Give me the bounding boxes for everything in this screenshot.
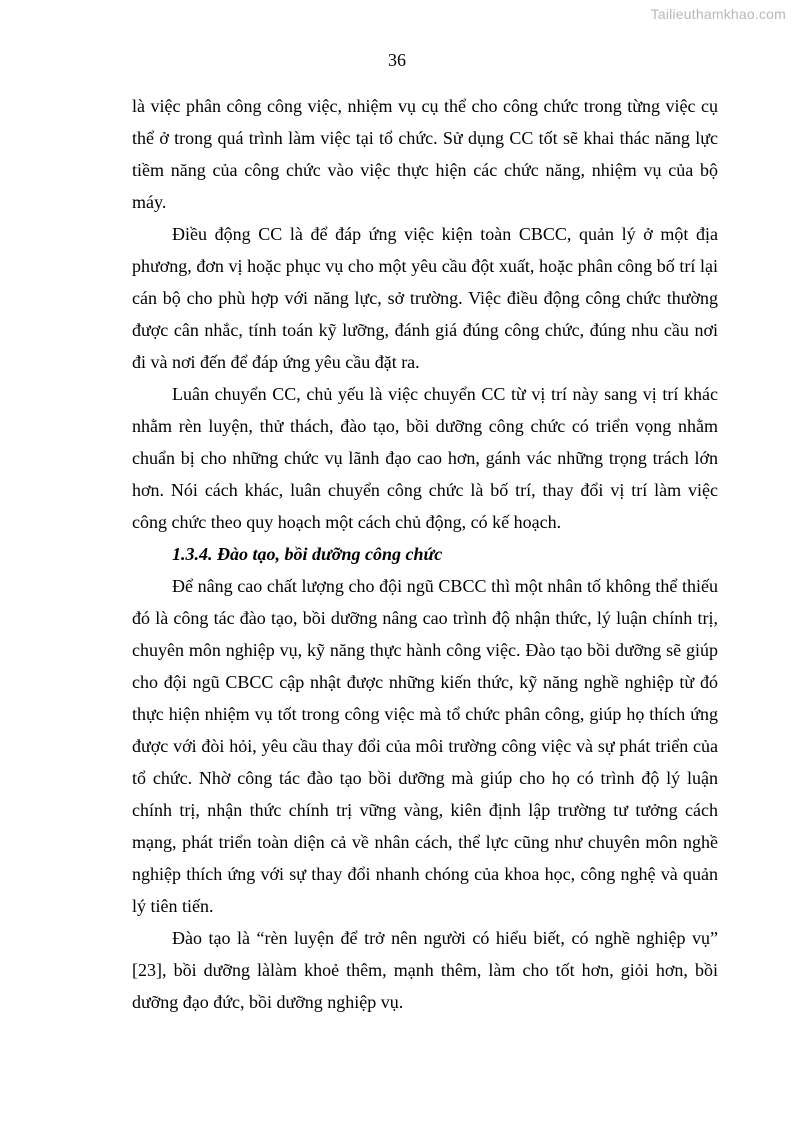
- watermark-text: Tailieuthamkhao.com: [650, 6, 786, 22]
- paragraph-dieu-dong: Điều động CC là để đáp ứng việc kiện toàn CBCC, quản lý ở một địa phương, đơn vị hoặc phục vụ cho một yêu cầu đột xuất, hoặc phân công bố trí lại cán bộ cho phù hợp với năng lực, sở trường. Việc điều động công chức thường được cân nhắc, tính toán kỹ lưỡng, đánh giá đúng công chức, đúng nhu cầu nơi đi và nơi đến để đáp ứng yêu cầu đặt ra.: [132, 224, 718, 372]
- section-heading-1-3-4: 1.3.4. Đào tạo, bồi dưỡng công chức: [172, 544, 443, 564]
- paragraph-continuation: là việc phân công công việc, nhiệm vụ cụ thể cho công chức trong từng việc cụ thể ở trong quá trình làm việc tại tổ chức. Sử dụng CC tốt sẽ khai thác năng lực tiềm năng của công chức vào việc thực hiện các chức năng, nhiệm vụ của bộ máy.: [132, 96, 718, 212]
- page-number: 36: [388, 50, 406, 70]
- paragraph-luan-chuyen: Luân chuyển CC, chủ yếu là việc chuyển CC từ vị trí này sang vị trí khác nhằm rèn luyện, thử thách, đào tạo, bồi dưỡng công chức có triển vọng nhằm chuẩn bị cho những chức vụ lãnh đạo cao hơn, gánh vác những trọng trách lớn hơn. Nói cách khác, luân chuyển công chức là bố trí, thay đổi vị trí làm việc công chức theo quy hoạch một cách chủ động, có kế hoạch.: [132, 384, 718, 532]
- paragraph-dinh-nghia-dao-tao: Đào tạo là “rèn luyện để trở nên người có hiểu biết, có nghề nghiệp vụ” [23], bồi dưỡng làlàm khoẻ thêm, mạnh thêm, làm cho tốt hơn, giỏi hơn, bồi dưỡng đạo đức, bồi dưỡng nghiệp vụ.: [132, 928, 718, 1012]
- paragraph-dao-tao-boi-duong: Để nâng cao chất lượng cho đội ngũ CBCC thì một nhân tố không thể thiếu đó là công tác đào tạo, bồi dưỡng nâng cao trình độ nhận thức, lý luận chính trị, chuyên môn nghiệp vụ, kỹ năng thực hành công việc. Đào tạo bồi dưỡng sẽ giúp cho đội ngũ CBCC cập nhật được những kiến thức, kỹ năng nghề nghiệp từ đó thực hiện nhiệm vụ tốt trong công việc mà tổ chức phân công, giúp họ thích ứng được với đòi hỏi, yêu cầu thay đổi của môi trường công việc và sự phát triển của tổ chức. Nhờ công tác đào tạo bồi dưỡng mà giúp cho họ có trình độ lý luận chính trị, nhận thức chính trị vững vàng, kiên định lập trường tư tưởng cách mạng, phát triển toàn diện cả về nhân cách, thể lực cũng như chuyên môn nghề nghiệp thích ứng với sự thay đổi nhanh chóng của khoa học, công nghệ và quản lý tiên tiến.: [132, 576, 718, 916]
- document-body: [132, 90, 718, 1018]
